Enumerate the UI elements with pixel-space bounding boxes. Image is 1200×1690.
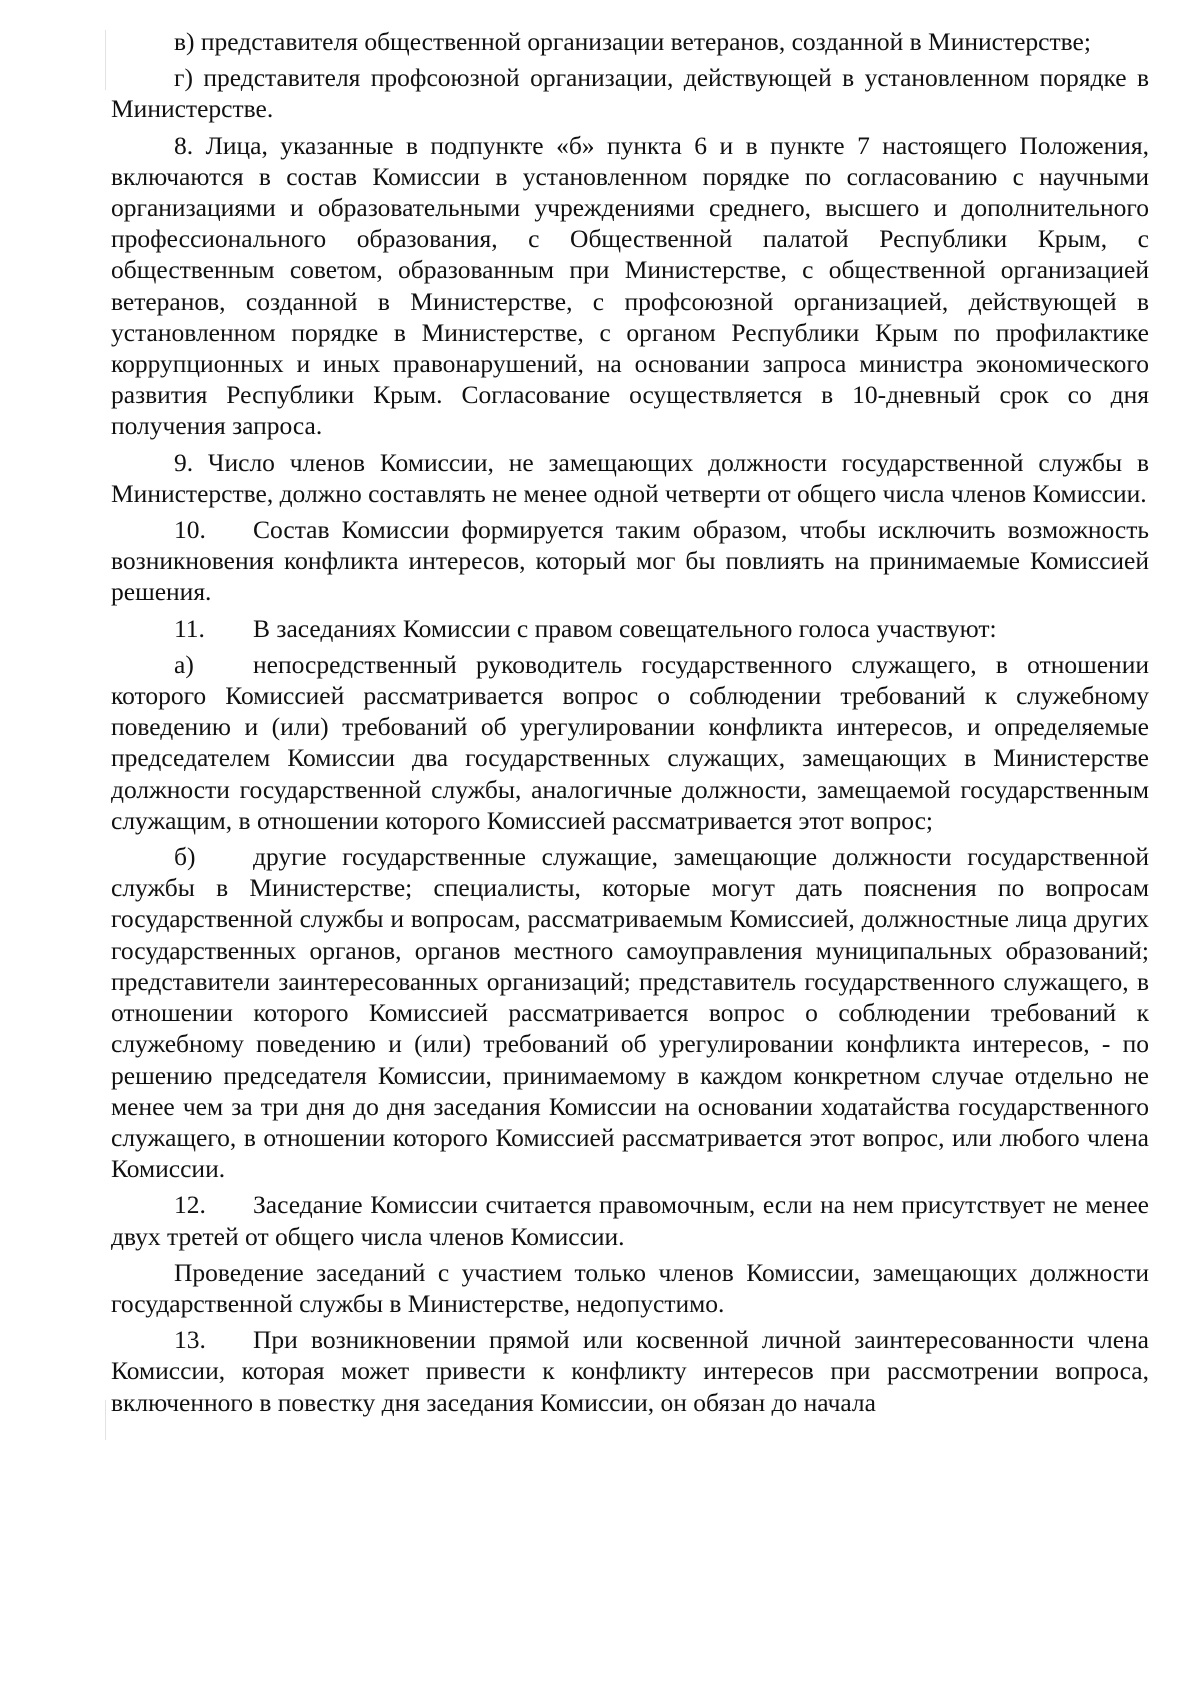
paragraph-text: Состав Комиссии формируется таким образом, чтобы исключить возможность возникновения конфликта интересов, который мог бы повлиять на принимаемые Комиссией решения. — [111, 515, 1149, 607]
subitem-letter: б) — [174, 842, 196, 872]
paragraph-11b — [111, 841, 1149, 1184]
paragraph-11 — [111, 613, 1149, 644]
scan-artifact — [105, 1400, 106, 1440]
paragraph-10 — [111, 514, 1149, 608]
paragraph-number: 10. — [174, 515, 206, 545]
paragraph-11a — [111, 649, 1149, 836]
subitem-letter: а) — [174, 649, 194, 679]
paragraph-12-continuation: Проведение заседаний с участием только членов Комиссии, замещающих должности государственной службы в Министерстве, недопустимо. — [111, 1257, 1149, 1318]
paragraph-number: 12. — [174, 1190, 206, 1220]
scan-artifact — [105, 30, 106, 90]
paragraph-9: 9. Число членов Комиссии, не замещающих должности государственной службы в Министерстве, должно составлять не менее одной четверти от общего числа членов Комиссии. — [111, 447, 1149, 508]
paragraph-text: В заседаниях Комиссии с правом совещательного голоса участвуют: — [253, 613, 997, 643]
paragraph-12 — [111, 1189, 1149, 1251]
document-body — [111, 26, 1149, 1423]
paragraph-number: 13. — [174, 1325, 206, 1355]
paragraph-text: другие государственные служащие, замещающие должности государственной службы в Министерстве; специалисты, которые могут дать пояснения по вопросам государственной службы и вопросам, рассматриваемым Комиссией, должностные лица других государственных органов, органов местного самоуправления муниципальных образований; представители заинтересованных организаций; представитель государственного служащего, в отношении которого Комиссией рассматривается вопрос о соблюдении требований к служебному поведению и (или) требований об урегулировании конфликта интересов, - по решению председателя Комиссии, принимаемому в каждом конкретном случае отдельно не менее чем за три дня до дня заседания Комиссии на основании ходатайства государственного служащего, в отношении которого Комиссией рассматривается этот вопрос, или любого члена Комиссии. — [111, 842, 1149, 1184]
paragraph-subitem-g: г) представителя профсоюзной организации, действующей в установленном порядке в Министерстве. — [111, 63, 1149, 124]
paragraph-text: При возникновении прямой или косвенной личной заинтересованности члена Комиссии, которая может привести к конфликту интересов при рассмотрении вопроса, включенного в повестку дня заседания Комиссии, он обязан до начала — [111, 1325, 1149, 1417]
paragraph-subitem-v: в) представителя общественной организации ветеранов, созданной в Министерстве; — [174, 27, 1091, 56]
paragraph-number: 11. — [174, 613, 205, 643]
paragraph-8: 8. Лица, указанные в подпункте «б» пункта 6 и в пункте 7 настоящего Положения, включаются в состав Комиссии в установленном порядке по согласованию с научными организациями и образовательными учреждениями среднего, высшего и дополнительного профессионального образования, с Общественной палатой Республики Крым, с общественным советом, образованным при Министерстве, с общественной организацией ветеранов, созданной в Министерстве, с профсоюзной организацией, действующей в установленном порядке в Министерстве, с органом Республики Крым по профилактике коррупционных и иных правонарушений, на основании запроса министра экономического развития Республики Крым. Согласование осуществляется в 10-дневный срок со дня получения запроса. — [111, 130, 1149, 441]
paragraph-text: непосредственный руководитель государственного служащего, в отношении которого Комиссией рассматривается вопрос о соблюдении требований к служебному поведению и (или) требований об урегулировании конфликта интересов, и определяемые председателем Комиссии два государственных служащих, замещающих в Министерстве должности государственной службы, аналогичные должности, замещаемой государственным служащим, в отношении которого Комиссией рассматривается этот вопрос; — [111, 649, 1149, 835]
paragraph-13 — [111, 1324, 1149, 1418]
paragraph-text: Заседание Комиссии считается правомочным, если на нем присутствует не менее двух третей от общего числа членов Комиссии. — [111, 1190, 1149, 1251]
